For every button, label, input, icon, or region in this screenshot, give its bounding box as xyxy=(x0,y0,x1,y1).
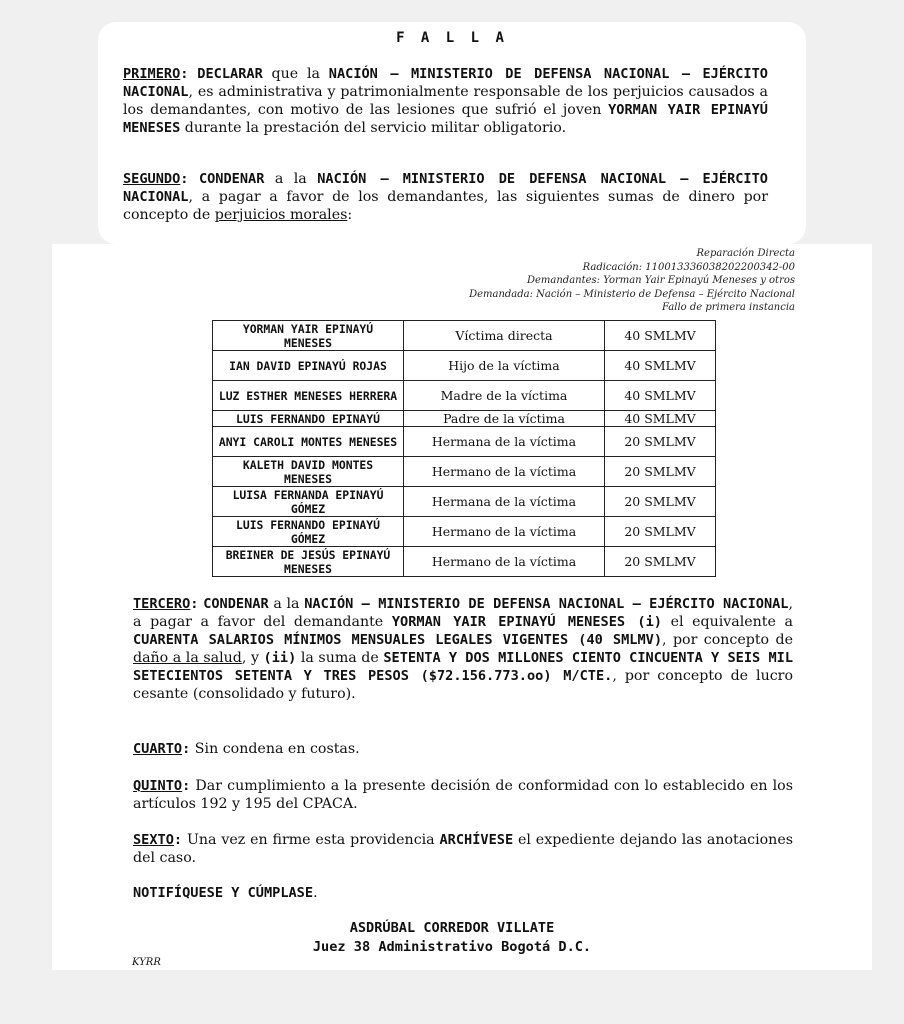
table-row: KALETH DAVID MONTES MENESES Hermano de la víctima 20 SMLMV xyxy=(213,457,716,487)
section-label: SEGUNDO xyxy=(123,171,181,187)
initials: KYRR xyxy=(132,957,161,968)
table-row: YORMAN YAIR EPINAYÚ MENESES Víctima directa 40 SMLMV xyxy=(213,321,716,351)
paragraph-primero: PRIMERO: DECLARAR que la NACIÓN – MINISTERIO DE DEFENSA NACIONAL – EJÉRCITO NACIONAL, es administrativa y patrimonialmente responsable de los perjuicios causados a los demandantes, con motivo de las lesiones que sufrió el joven YORMAN YAIR EPINAYÚ MENESES durante la prestación del servicio militar obligatorio. xyxy=(123,66,768,136)
section-label: TERCERO xyxy=(133,596,191,612)
paragraph-cuarto: CUARTO: Sin condena en costas. xyxy=(133,741,360,757)
table-row: LUIS FERNANDO EPINAYÚ Padre de la víctima 40 SMLMV xyxy=(213,411,716,427)
table-row: LUIS FERNANDO EPINAYÚ GÓMEZ Hermano de la víctima 20 SMLMV xyxy=(213,517,716,547)
document-title: F A L L A xyxy=(396,30,508,46)
table-row: ANYI CAROLI MONTES MENESES Hermana de la víctima 20 SMLMV xyxy=(213,427,716,457)
judge-title: Juez 38 Administrativo Bogotá D.C. xyxy=(312,939,592,955)
table-row: IAN DAVID EPINAYÚ ROJAS Hijo de la víctima 40 SMLMV xyxy=(213,351,716,381)
table-row: BREINER DE JESÚS EPINAYÚ MENESES Hermano de la víctima 20 SMLMV xyxy=(213,547,716,577)
section-label: CUARTO xyxy=(133,741,183,757)
table-row: LUZ ESTHER MENESES HERRERA Madre de la víctima 40 SMLMV xyxy=(213,381,716,411)
paragraph-tercero: TERCERO: CONDENAR a la NACIÓN – MINISTERIO DE DEFENSA NACIONAL – EJÉRCITO NACIONAL, a pagar a favor del demandante YORMAN YAIR EPINAYÚ MENESES (i) el equivalente a CUARENTA SALARIOS MÍNIMOS MENSUALES LEGALES VIGENTES (40 SMLMV), por concepto de daño a la salud, y (ii) la suma de SETENTA Y DOS MILLONES CIENTO CINCUENTA Y SEIS MIL SETECIENTOS SETENTA Y TRES PESOS ($72.156.773.oo) M/CTE., por concepto de lucro cesante (consolidado y futuro). xyxy=(133,596,794,702)
section-label: SEXTO xyxy=(133,832,174,848)
closing-line: NOTIFÍQUESE Y CÚMPLASE. xyxy=(133,885,318,901)
paragraph-segundo: SEGUNDO: CONDENAR a la NACIÓN – MINISTERIO DE DEFENSA NACIONAL – EJÉRCITO NACIONAL, a pagar a favor de los demandantes, las siguientes sumas de dinero por concepto de perjuicios morales: xyxy=(123,171,768,223)
paragraph-quinto: QUINTO: Dar cumplimiento a la presente decisión de conformidad con lo establecido en los artículos 192 y 195 del CPACA. xyxy=(133,778,793,812)
case-header: Reparación Directa Radicación: 11001333603820220034​2-00 Demandantes: Yorman Yair Epinayú Meneses y otros Demandada: Nación – Ministerio de Defensa – Ejército Nacional Fallo de primera instancia xyxy=(469,248,795,314)
judge-name: ASDRÚBAL CORREDOR VILLATE xyxy=(349,920,555,936)
damages-table xyxy=(212,320,716,577)
table-row: LUISA FERNANDA EPINAYÚ GÓMEZ Hermana de la víctima 20 SMLMV xyxy=(213,487,716,517)
paragraph-sexto: SEXTO: Una vez en firme esta providencia ARCHÍVESE el expediente dejando las anotaciones del caso. xyxy=(133,832,793,866)
section-label: QUINTO xyxy=(133,778,183,794)
section-label: PRIMERO xyxy=(123,66,181,82)
